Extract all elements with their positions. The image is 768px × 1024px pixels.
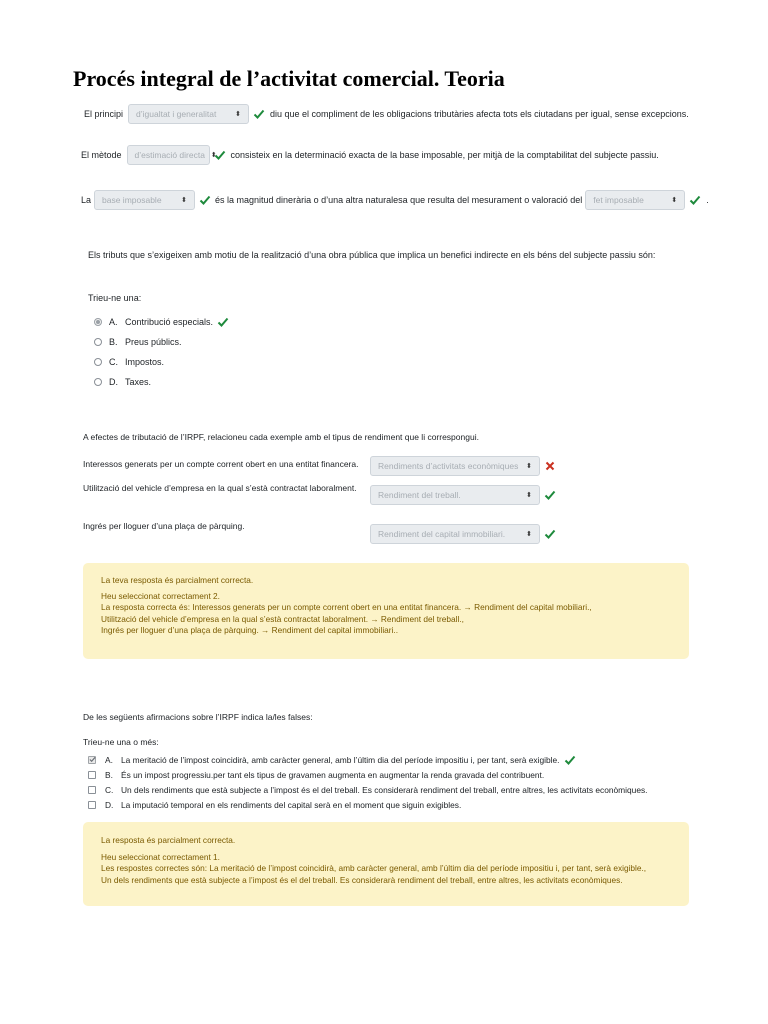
q1-text-after: diu que el compliment de les obligacions tributàries afecta tots els ciutadans per igual, sense excepcions.	[270, 109, 689, 119]
q5-item-1-dropdown[interactable]	[370, 456, 540, 476]
q6-options	[88, 752, 648, 812]
check-icon	[210, 148, 227, 162]
feedback-line: Ingrés per lloguer d’una plaça de pàrquing. → Rendiment del capital immobiliari..	[101, 625, 399, 635]
check-icon	[563, 753, 577, 767]
caret-updown-icon: ⬍	[526, 462, 532, 470]
q3-dropdown-2[interactable]	[585, 190, 685, 210]
q3-dropdown-1[interactable]	[94, 190, 195, 210]
q6-feedback-box	[83, 822, 689, 906]
feedback-line: Heu seleccionat correctament 1.	[101, 851, 220, 862]
q5-feedback-box	[83, 563, 689, 659]
check-icon	[198, 193, 212, 207]
q5-item-2-dropdown-value: Rendiment del treball.	[378, 490, 461, 500]
option-letter: C.	[105, 784, 114, 795]
q5-item-2-label: Utilització del vehicle d’empresa en la qual s’està contractat laboralment.	[83, 483, 357, 493]
option-text: És un impost progressiu.per tant els tipus de gravamen augmenta en augmentar la renda gravada del contribuent.	[121, 769, 545, 780]
q6-question-text: De les següents afirmacions sobre l’IRPF indica la/les falses:	[83, 712, 313, 722]
feedback-line: Heu seleccionat correctament 2.	[101, 590, 220, 601]
checkbox[interactable]	[88, 801, 96, 809]
caret-updown-icon: ⬍	[671, 196, 678, 204]
q5-item-3-answer	[370, 524, 557, 544]
feedback-line: La resposta correcta és: Interessos generats per un compte corrent obert en una entitat financera. → Rendiment del capital mobiliari.,	[101, 602, 592, 612]
q5-item-1-label: Interessos generats per un compte corrent obert en una entitat financera.	[83, 459, 359, 469]
feedback-line: Les respostes correctes són: La meritació de l’impost coincidirà, amb caràcter general, amb l’últim dia del període impositiu i, per tant, serà exigible.,	[101, 863, 647, 873]
caret-updown-icon: ⬍	[526, 530, 532, 538]
q2-dropdown-value: d’estimació directa	[134, 150, 205, 160]
option-text: Taxes.	[125, 377, 152, 387]
q4-option-d[interactable]	[94, 372, 230, 392]
q4-option-a[interactable]	[94, 312, 230, 332]
q6-option-d[interactable]	[88, 797, 648, 812]
q6-option-a[interactable]	[88, 752, 648, 767]
q2-dropdown[interactable]	[127, 145, 217, 165]
checkbox[interactable]	[88, 786, 96, 794]
q3-text-middle: és la magnitud dinerària o d’una altra naturalesa que resulta del mesurament o valoració del	[215, 195, 583, 205]
q6-prompt: Trieu-ne una o més:	[83, 737, 159, 747]
option-letter: D.	[105, 799, 114, 810]
q5-item-1-dropdown-value: Rendiments d’activitats econòmiques	[378, 461, 519, 471]
page-title: Procés integral de l’activitat comercial. Teoria	[73, 66, 505, 91]
check-icon	[543, 488, 557, 502]
q4-options	[94, 312, 230, 392]
q6-option-b[interactable]	[88, 767, 648, 782]
option-letter: A.	[109, 317, 118, 327]
q3-dropdown-1-value: base imposable	[102, 195, 162, 205]
caret-updown-icon: ⬍	[235, 110, 242, 118]
q4-question-text: Els tributs que s’exigeixen amb motiu de la realització d’una obra pública que implica un benefici indirecte en els béns del subjecte passiu són:	[88, 250, 656, 260]
option-text: Un dels rendiments que està subjecte a l’impost és el del treball. Es considerarà rendiment del treball, entre altres, les activitats econòmiques.	[121, 784, 648, 795]
option-letter: D.	[109, 377, 118, 387]
radio[interactable]	[94, 378, 102, 386]
caret-updown-icon: ⬍	[526, 491, 532, 499]
cross-icon	[543, 459, 557, 473]
caret-updown-icon: ⬍	[210, 151, 217, 159]
q2-text-before: El mètode	[81, 150, 122, 160]
checkbox[interactable]	[88, 771, 96, 779]
q3-text-after: .	[706, 195, 709, 205]
q1-dropdown-value: d’igualtat i generalitat	[136, 109, 217, 119]
feedback-title: La resposta és parcialment correcta.	[101, 835, 236, 845]
caret-updown-icon: ⬍	[181, 196, 188, 204]
check-icon	[543, 527, 557, 541]
radio[interactable]	[94, 338, 102, 346]
q4-option-b[interactable]	[94, 332, 230, 352]
option-letter: B.	[109, 337, 118, 347]
q3-text-before: La	[81, 195, 92, 205]
question-2	[81, 145, 659, 165]
q5-question-text: A efectes de tributació de l’IRPF, relacioneu cada exemple amb el tipus de rendiment que li correspongui.	[83, 432, 479, 442]
q2-text-after: consisteix en la determinació exacta de la base imposable, per mitjà de la comptabilitat del subjecte passiu.	[230, 150, 659, 160]
q1-dropdown[interactable]	[128, 104, 249, 124]
checkbox-checked[interactable]	[88, 756, 96, 764]
feedback-line: Utilització del vehicle d’empresa en la qual s’està contractat laboralment. → Rendiment del treball.,	[101, 613, 464, 624]
q5-item-3-label: Ingrés per lloguer d’una plaça de pàrquing.	[83, 521, 245, 531]
radio-selected[interactable]	[94, 318, 102, 326]
option-text: Preus públics.	[125, 337, 182, 347]
q5-item-2-answer	[370, 485, 557, 505]
feedback-title: La teva resposta és parcialment correcta.	[101, 575, 254, 585]
q1-text-before: El principi	[84, 109, 124, 119]
option-text: Contribució especials.	[125, 317, 214, 327]
q3-dropdown-2-value: fet imposable	[593, 195, 644, 205]
option-text: Impostos.	[125, 357, 165, 367]
check-icon	[688, 193, 702, 207]
check-icon	[216, 315, 230, 329]
option-letter: C.	[109, 357, 118, 367]
q5-item-3-dropdown-value: Rendiment del capital immobiliari.	[378, 529, 506, 539]
option-text: La meritació de l’impost coincidirà, amb caràcter general, amb l’últim dia del període impositiu i, per tant, serà exigible.	[121, 754, 560, 765]
option-letter: A.	[105, 754, 113, 765]
q4-option-c[interactable]	[94, 352, 230, 372]
q5-item-2-dropdown[interactable]	[370, 485, 540, 505]
feedback-line: Un dels rendiments que està subjecte a l’impost és el del treball. Es considerarà rendiment del treball, entre altres, les activitats econòmiques.	[101, 874, 623, 885]
option-text: La imputació temporal en els rendiments del capital serà en el moment que siguin exigibles.	[121, 799, 462, 810]
check-icon	[252, 107, 266, 121]
q5-item-1-answer	[370, 456, 557, 476]
q4-prompt: Trieu-ne una:	[88, 293, 142, 303]
q5-item-3-dropdown[interactable]	[370, 524, 540, 544]
option-letter: B.	[105, 769, 113, 780]
question-1	[84, 104, 689, 124]
radio[interactable]	[94, 358, 102, 366]
question-3	[81, 190, 709, 210]
q6-option-c[interactable]	[88, 782, 648, 797]
